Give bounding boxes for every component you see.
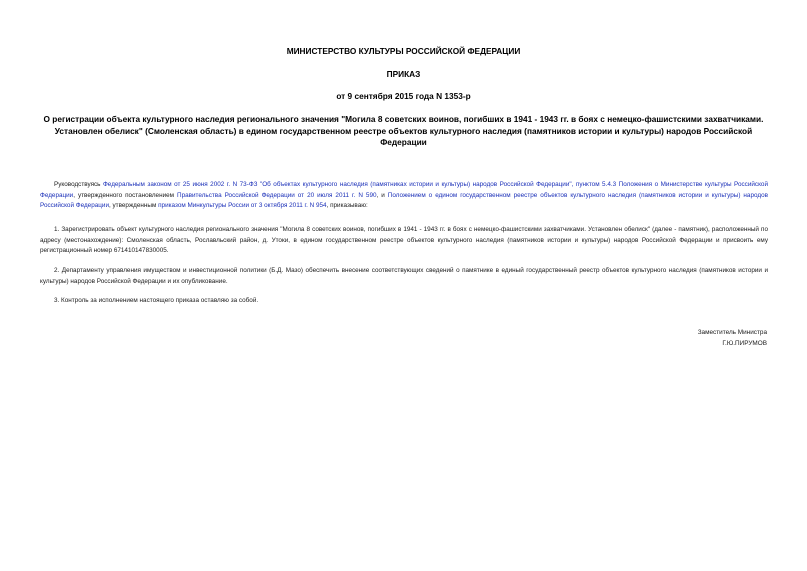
order-item-1: 1. Зарегистрировать объект культурного наследия регионального значения "Могила 8 советских воинов, погибших в 1941 - 1943 гг. в боях с немецко-фашистскими захватчиками. Установлен обелиск" (далее - памятник), расположенный по адресу (местонахождение): Смоленская область, Рославльский район, д. Утоки, в едином государственном реестре объектов культурного наследия (памятников истории и культуры) народов Российской Федерации и присвоить ему регистрационный номер 671410147830005. bbox=[40, 226, 768, 255]
basis-text-1: Руководствуясь bbox=[54, 181, 103, 188]
order-item-3: 3. Контроль за исполнением настоящего приказа оставляю за собой. bbox=[54, 297, 259, 304]
basis-text-2: , утвержденного постановлением bbox=[73, 191, 178, 199]
signatory-position: Заместитель Министра bbox=[697, 329, 767, 336]
registry-regulation-link[interactable]: Положением о едином государственном реестре объектов культурного наследия (памятников истории и культуры) народов Российской Федерации bbox=[40, 191, 768, 210]
order-item-2: 2. Департаменту управления имуществом и инвестиционной политики (Б.Д. Мазо) обеспечить внесение соответствующих сведений о памятнике в единый государственный реестр объектов культурного наследия (памятников истории и культуры) народов Российской Федерации и их опубликование. bbox=[40, 267, 768, 285]
government-decree-link[interactable]: Правительства Российской Федерации от 20 июля 2011 г. N 590 bbox=[177, 191, 377, 199]
basis-text-5: , приказываю: bbox=[326, 202, 368, 210]
basis-paragraph bbox=[40, 180, 768, 212]
basis-text-4: , утвержденным bbox=[108, 202, 159, 210]
order-date-number: от 9 сентября 2015 года N 1353-р bbox=[336, 91, 471, 101]
signatory-name: Г.Ю.ПИРУМОВ bbox=[722, 340, 767, 347]
ministry-order-link[interactable]: приказом Минкультуры России от 3 октября 2011 г. N 954 bbox=[158, 202, 327, 210]
order-heading: ПРИКАЗ bbox=[386, 69, 421, 79]
ministry-heading: МИНИСТЕРСТВО КУЛЬТУРЫ РОССИЙСКОЙ ФЕДЕРАЦИИ bbox=[286, 46, 521, 56]
basis-text-3: , и bbox=[376, 191, 388, 199]
federal-law-link[interactable]: Федеральным законом от 25 июня 2002 г. N 73-ФЗ "Об объектах культурного наследия (памятниках истории и культуры) народов Российской Федерации", пунктом 5.4.3 Положения о Министерстве культуры Российской Федерации bbox=[40, 181, 769, 199]
document-title: О регистрации объекта культурного наследия регионального значения "Могила 8 советских воинов, погибших в 1941 - 1943 гг. в боях с немецко-фашистскими захватчиками. Установлен обелиск" (Смоленская область) в едином государственном реестре объектов культурного наследия (памятников истории и культуры) народов Российской Федерации bbox=[43, 114, 764, 147]
